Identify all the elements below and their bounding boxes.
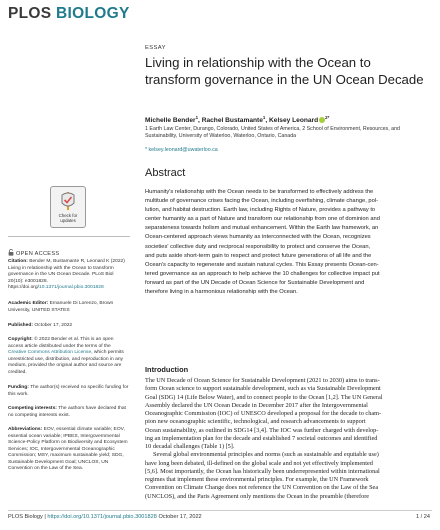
abstract-line: and puts aside short-term gain to respect and protect future generations of all life and the — [145, 252, 372, 259]
page-number: 1 / 24 — [416, 514, 430, 520]
sidebar-divider — [8, 236, 130, 237]
competing-interests-label: Competing interests: — [8, 406, 57, 411]
corresponding-email — [145, 147, 218, 153]
license-link[interactable]: Creative Commons Attribution License — [8, 350, 92, 356]
funding-block — [8, 385, 130, 398]
journal-name-biology: BIOLOGY — [56, 5, 130, 22]
abstract-line: lution, and habitat destruction. Earth law, including Rights of Nature, provides a pathway to — [145, 207, 376, 214]
academic-editor-block — [8, 301, 130, 314]
orcid-icon[interactable] — [319, 117, 325, 123]
abbreviations-text: EOV, essential climate variable; EOV, essential ocean variable; IPBES, Intergovernmental Science-Policy Platform on Biodiversity and Ecosystem Services; IOC, Intergovernmental Oceanographic Commission; MSY, maximum sustainable yield; SDG, Sustainable Development Goal; UNCLOS, UN Convention on the Law of the Sea. — [8, 427, 128, 472]
article-title: Living in relationship with the Ocean to transform governance in the UN Ocean Decade — [145, 55, 424, 87]
intro-line: 10 decadal challenges (Table 1) [5]. — [145, 443, 235, 450]
corresponding-email-link[interactable]: * kelsey.leonard@uwaterloo.ca — [145, 147, 218, 153]
copyright-text-cont: , which permits unrestricted use, distribution, and reproduction in any medium, provided the original author and source are credited. — [8, 350, 124, 375]
abstract-body — [145, 188, 430, 297]
footer-journal: PLOS Biology — [8, 514, 43, 520]
journal-logo[interactable] — [8, 5, 130, 23]
competing-interests-text: The authors have declared that no competing interests exist. — [8, 406, 126, 418]
author-affiliation-marker: 1 — [262, 115, 266, 120]
author-name[interactable]: Kelsey Leonard — [269, 117, 319, 124]
author-list: Michelle Bender$^1$, Rachel Bustamante$^1$, Kelsey Leonard $^{2*}$ — [145, 115, 330, 124]
abstract-line: forward as part of the UN Decade of Ocean Science for Sustainable Development and — [145, 279, 365, 286]
academic-editor-text: Emanuele Di Lorenzo, Brown University, UNITED STATES — [8, 301, 114, 313]
competing-interests-block — [8, 406, 130, 419]
intro-line: pion new oceanographic scientific, technological, and research advancements to support — [145, 418, 366, 426]
check-updates-icon — [60, 191, 76, 211]
author-name[interactable]: Michelle Bender — [145, 117, 196, 124]
author-name[interactable]: Rachel Bustamante — [201, 117, 263, 124]
abstract-heading: Abstract — [145, 167, 186, 179]
abstract-line: tered governance as an approach to help achieve the 10 challenges for collective impact put — [145, 270, 380, 277]
abstract-line: Ocean-centered approach views humanity as interconnected with the Ocean, recognizes — [145, 234, 371, 241]
intro-line: Oceanographic Commission (IOC) of UNESCO developed a proposal for the decade to cham- — [145, 410, 382, 417]
intro-line: regimes that implement these environmental principles. For example, the UN Framework — [145, 476, 369, 483]
author-affiliation-marker: 1 — [195, 115, 199, 120]
author-affiliation-marker: 2* — [325, 115, 330, 120]
abstract-line: Humanity's relationship with the Ocean needs to be transformed to effectively address the — [145, 189, 374, 195]
abstract-line: multitude of governance crises facing the Ocean, including overfishing, climate change, pol- — [145, 198, 379, 205]
article-type: ESSAY — [145, 45, 166, 51]
intro-line: ing an implementation plan for the decade and established 7 societal outcomes and identified — [145, 434, 378, 442]
abstract-line: separateness towards holism and mutual enhancement. Within the Earth law framework, an — [145, 225, 379, 232]
footer-divider — [8, 510, 432, 511]
abstract-line: Ocean's capacity to regenerate and sustain natural cycles. This Essay presents Ocean-cen- — [145, 261, 379, 268]
abstract-line: societies' collective duty and reciprocal responsibility to protect and conserve the Ocean, — [145, 243, 371, 250]
intro-line: Ocean sustainability, as outlined in SDG14 [3,4]. The IOC was further charged with develop- — [145, 426, 379, 434]
abbreviations-label: Abbreviations: — [8, 427, 43, 432]
intro-line: Goal (SDG) 14 (Life Below Water), and to connect people to the Ocean [1,2]. The UN General — [145, 393, 383, 401]
introduction-heading: Introduction — [145, 365, 189, 374]
footer-doi-link[interactable]: https://doi.org/10.1371/journal.pbio.3001828 — [47, 514, 157, 520]
open-access-badge — [8, 249, 59, 257]
check-for-updates-button[interactable] — [50, 186, 86, 228]
journal-name-plos: PLOS — [8, 5, 52, 22]
intro-line: Convention on Climate Change does not reference the UN Convention on the Law of the Sea — [145, 484, 379, 492]
copyright-block — [8, 337, 130, 376]
abstract-line: therefore living in a harmonious relationship with the Ocean. — [145, 289, 298, 296]
citation-label: Citation: — [8, 259, 28, 264]
page-footer: PLOS Biology | https://doi.org/10.1371/journal.pbio.3001828 October 17, 2022 1 / 24 — [8, 514, 430, 520]
intro-line: (UNCLOS), and the Paris Agreement only mentions the Ocean in the preamble (therefore — [145, 492, 370, 500]
intro-line: [5,6]. Most importantly, the Ocean has historically been underrepresented within international — [145, 467, 380, 475]
academic-editor-label: Academic Editor: — [8, 301, 49, 306]
copyright-label: Copyright: — [8, 337, 33, 342]
intro-line: The UN Decade of Ocean Science for Sustainable Development (2021 to 2030) aims to trans- — [145, 377, 380, 384]
copyright-text: © 2022 Bender et al. This is an open access article distributed under the terms of the — [8, 337, 114, 349]
published-block — [8, 323, 130, 330]
citation-text: Bender M, Bustamante R, Leonard K (2022) Living in relationship with the Ocean to transform governance in the UN Ocean Decade. PLoS Biol 20(10): e3001828. https://doi.org/ — [8, 259, 125, 291]
abstract-line: center humanity as a part of Nature and transform our relationship from one of dominion and — [145, 216, 380, 223]
citation-doi-link[interactable]: 10.1371/journal.pbio.3001828 — [39, 285, 104, 291]
published-label: Published: — [8, 323, 33, 328]
abbreviations-block — [8, 427, 130, 473]
funding-text: The author(s) received no specific funding for this work. — [8, 385, 129, 397]
intro-line: Assembly declared the UN Ocean Decade in December 2017 after the Intergovernmental — [145, 401, 368, 409]
funding-label: Funding: — [8, 385, 29, 390]
intro-line: form Ocean science to support sustainable development, such as via Sustainable Development — [145, 385, 381, 393]
open-access-label: OPEN ACCESS — [16, 251, 60, 257]
check-updates-label: Check for updates — [58, 213, 78, 223]
intro-line: have long been debated, ill-defined on the global scale and not yet effectively implemented — [145, 459, 373, 467]
affiliations: 1 Earth Law Center, Durango, Colorado, United States of America, 2 School of Environment, Resources, and Sustainability, University of Waterloo, Waterloo, Ontario, Canada — [145, 126, 400, 139]
footer-date: October 17, 2022 — [158, 514, 202, 520]
open-lock-icon — [8, 249, 14, 256]
introduction-body — [145, 377, 430, 501]
citation-block — [8, 259, 130, 292]
published-date: October 17, 2022 — [34, 323, 73, 328]
intro-line: Several global environmental principles and norms (such as sustainable and equitable use) — [153, 451, 379, 459]
